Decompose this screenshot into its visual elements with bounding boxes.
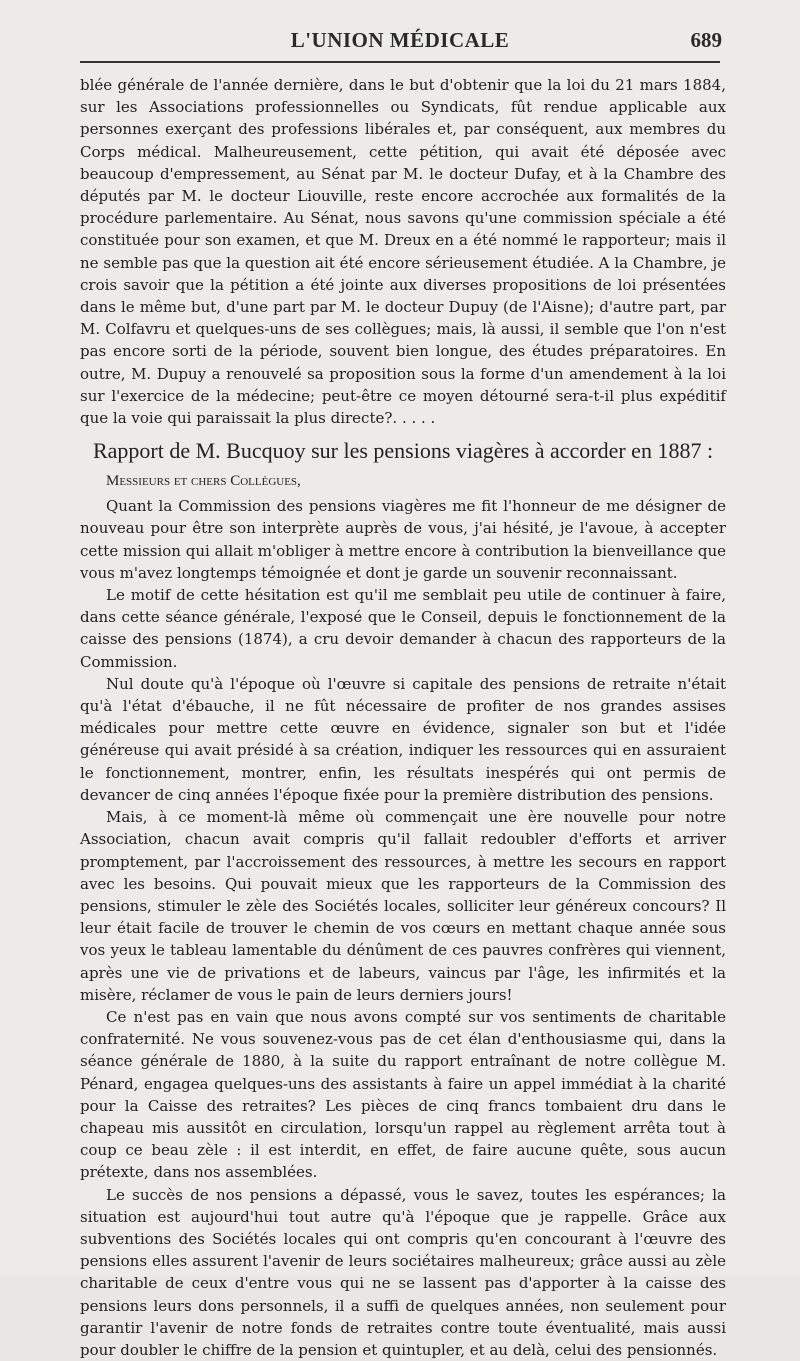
paragraph-4: Mais, à ce moment-là même où commençait une ère nouvelle pour notre Association, chacun avait compris qu'il fallait redoubler d'efforts et arriver promptement, par l'accroissement des ressources, à mettre les secours en rapport avec les besoins. Qui pouvait mieux que les rapporteurs de la Commission des pensions, stimuler le zèle des Sociétés locales, solliciter leur généreux concours? Il leur était facile de trouver le chemin de vos cœurs en mettant chaque année sous vos yeux le tableau lamentable du dénûment de ces pauvres confrères qui viennent, après une vie de privations et de labeurs, vaincus par l'âge, les infirmités et la misère, réclamer de vous le pain de leurs derniers jours! xyxy=(80,808,726,1004)
header-rule xyxy=(80,61,720,63)
body-text xyxy=(80,74,726,1361)
section-title: Rapport de M. Bucquoy sur les pensions viagères à accorder en 1887 : xyxy=(92,438,714,464)
page-number: 689 xyxy=(690,28,722,52)
paragraph-1: Quant la Commission des pensions viagères me fit l'honneur de me désigner de nouveau pour être son interprète auprès de vous, j'ai hésité, je l'avoue, à accepter cette mission qui allait m'obliger à mettre encore à contribution la bienveillance que vous m'avez longtemps témoignée et dont je garde un souvenir reconnaissant. xyxy=(80,497,726,582)
paragraph-5: Ce n'est pas en vain que nous avons compté sur vos sentiments de charitable confraternité. Ne vous souvenez-vous pas de cet élan d'enthousiasme qui, dans la séance générale de 1880, à la suite du rapport entraînant de notre collègue M. Pénard, engagea quelques-uns des assistants à faire un appel immédiat à la charité pour la Caisse des retraites? Les pièces de cinq francs tombaient dru dans le chapeau mis aussitôt en circulation, lorsqu'un rappel au règlement arrêta tout à coup ce beau zèle : il est interdit, en effet, de faire aucune quête, sous aucun prétexte, dans nos assemblées. xyxy=(80,1007,726,1182)
paragraph-3: Nul doute qu'à l'époque où l'œuvre si capitale des pensions de retraite n'était qu'à l'état d'ébauche, il ne fût nécessaire de profiter de nos grandes assises médicales pour mettre cette œuvre en évidence, signaler son but et l'idée généreuse qui avait présidé à sa création, indiquer les ressources qui en assuraient le fonctionnement, montrer, enfin, les résultats inespérés qui ont permis de devancer de cinq années l'époque fixée pour la première distribution des pensions. xyxy=(80,674,726,804)
running-head xyxy=(0,28,800,58)
paragraph-6: Le succès de nos pensions a dépassé, vous le savez, toutes les espérances; la situation est aujourd'hui tout autre qu'à l'époque que je rappelle. Grâce aux subventions des Sociétés locales qui ont compris qu'en concourant à l'œuvre des pensions elles assurent l'avenir de leurs sociétaires malheureux; grâce aussi au zèle charitable de ceux d'entre vous qui ne se lassent pas d'apporter à la caisse des pensions leurs dons personnels, il a suffi de quelques années, non seulement pour garantir l'avenir de notre fonds de retraites contre toute éventualité, mais aussi pour doubler le chiffre de la pension et quintupler, et au delà, celui des pensionnés. xyxy=(80,1185,726,1359)
running-title: L'UNION MÉDICALE xyxy=(290,28,510,52)
paragraph-2: Le motif de cette hésitation est qu'il me semblait peu utile de continuer à faire, dans cette séance générale, l'exposé que le Conseil, depuis le fonctionnement de la caisse des pensions (1874), a cru devoir demander à chacun des rapporteurs de la Commission. xyxy=(80,586,726,671)
intro-paragraph: blée générale de l'année dernière, dans le but d'obtenir que la loi du 21 mars 1884, sur les Associations professionnelles ou Syndicats, fût rendue applicable aux personnes exerçant des professions libérales et, par conséquent, aux membres du Corps médical. Malheureusement, cette pétition, qui avait été déposée avec beaucoup d'empressement, au Sénat par M. le docteur Dufay, et à la Chambre des députés par M. le docteur Liouville, reste encore accrochée aux formalités de la procédure parlementaire. Au Sénat, nous savons qu'une commission spéciale a été constituée pour son examen, et que M. Dreux en a été nommé le rapporteur; mais il ne semble pas que la question ait été encore sérieusement étudiée. A la Chambre, je crois savoir que la pétition a été jointe aux diverses propositions de loi présentées dans le même but, d'une part par M. le docteur Dupuy (de l'Aisne); d'autre part, par M. Colfavru et quelques-uns de ses collègues; mais, là aussi, il semble que l'on n'est pas encore sorti de la période, souvent bien longue, des études préparatoires. En outre, M. Dupuy a renouvelé sa proposition sous la forme d'un amendement à la loi sur l'exercice de la médecine; peut-être ce moyen détourné sera-t-il plus expéditif que la voie qui paraissait la plus directe?. . . . . xyxy=(80,76,726,428)
salutation: Messieurs et chers Collègues, xyxy=(106,473,301,490)
